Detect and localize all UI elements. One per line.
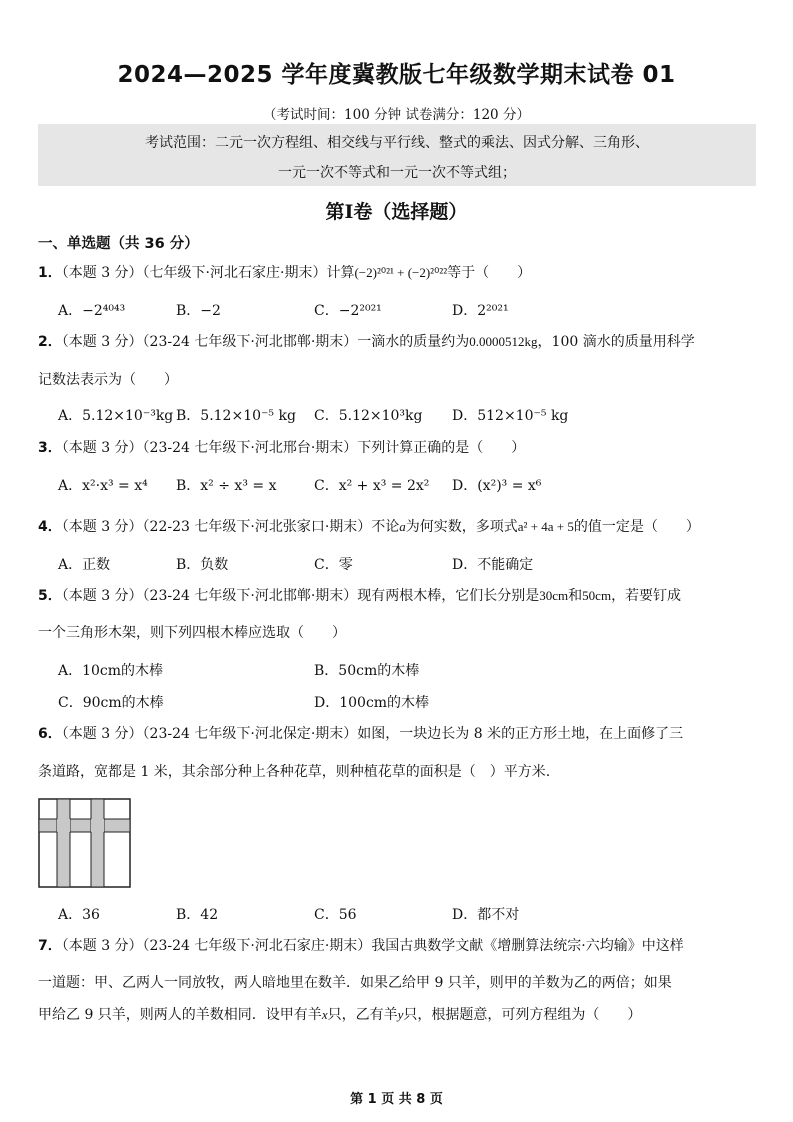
question-stem: 为何实数，多项式 <box>405 519 518 535</box>
option-a: A．10cm的木棒 <box>58 663 164 679</box>
option-a: A．x²·x³ = x⁴ <box>58 478 148 494</box>
question-stem: ，100 滴水的质量用科学 <box>537 334 695 350</box>
question-1 <box>38 262 531 282</box>
option-b: B．x² ÷ x³ = x <box>176 478 277 494</box>
option-b: B．50cm的木棒 <box>314 663 420 679</box>
question-stem: （本题 3 分）（23-24 七年级下·河北邯郸·期末）一滴水的质量约为 <box>61 334 470 350</box>
scope-line-1: 考试范围：二元一次方程组、相交线与平行线、整式的乘法、因式分解、三角形、 <box>145 135 649 151</box>
question-stem: （本题 3 分）（23-24 七年级下·河北石家庄·期末）我国古典数学文献《增删算法统宗·六均输》中这样 <box>61 938 684 954</box>
option-a: A．5.12×10⁻³kg <box>58 408 174 424</box>
question-number: 5． <box>38 588 62 604</box>
question-number: 3． <box>38 440 62 456</box>
question-stem: ，若要钉成 <box>611 588 682 604</box>
option-c: C．−2²⁰²¹ <box>314 303 382 319</box>
option-c: C．5.12×10³kg <box>314 408 423 424</box>
question-stem: 只，乙有羊 <box>327 1007 398 1023</box>
math-expression: 0.0000512kg <box>469 334 538 349</box>
question-number: 2． <box>38 334 62 350</box>
question-2 <box>38 331 695 351</box>
math-expression: (−2)²⁰²¹ + (−2)²⁰²² <box>354 265 448 280</box>
option-d: D．(x²)³ = x⁶ <box>452 478 542 494</box>
section-title: 一、单选题（共 36 分） <box>38 236 199 252</box>
question-stem: （本题 3 分）（23-24 七年级下·河北邢台·期末）下列计算正确的是（ ） <box>61 440 526 456</box>
question-number: 7． <box>38 938 62 954</box>
math-variable: x <box>321 1007 328 1022</box>
option-b: B．5.12×10⁻⁵ kg <box>176 408 296 424</box>
road-crossing <box>57 819 70 832</box>
option-d: D．512×10⁻⁵ kg <box>452 408 569 424</box>
option-c: C．零 <box>314 557 353 573</box>
exam-subtitle: （考试时间：100 分钟 试卷满分：120 分） <box>263 107 530 123</box>
option-c: C．90cm的木棒 <box>58 695 164 711</box>
option-d: D．不能确定 <box>452 557 534 573</box>
option-a: A．−2⁴⁰⁴³ <box>58 303 126 319</box>
question-3 <box>38 437 525 457</box>
option-c: C．56 <box>314 907 357 923</box>
question-stem: 只，根据题意，可列方程组为（ ） <box>403 1007 642 1023</box>
question-4 <box>38 516 700 536</box>
question-7-cont-2 <box>38 1004 641 1024</box>
question-stem: 的值一定是（ ） <box>573 519 700 535</box>
option-b: B．−2 <box>176 303 221 319</box>
math-variable: y <box>397 1007 404 1022</box>
scope-line-2: 一元一次不等式和一元一次不等式组； <box>278 165 516 181</box>
exam-scope-box <box>38 124 756 186</box>
question-stem: （本题 3 分）（23-24 七年级下·河北邯郸·期末）现有两根木棒，它们长分别是 <box>61 588 540 604</box>
question-number: 4． <box>38 519 62 535</box>
option-b: B．负数 <box>176 557 229 573</box>
land-square <box>39 799 130 887</box>
vertical-road-right <box>91 799 104 887</box>
question-stem: 和 <box>568 588 583 604</box>
question-7 <box>38 935 684 955</box>
option-b: B．42 <box>176 907 219 923</box>
part-title: 第Ⅰ卷（选择题） <box>325 201 468 223</box>
option-d: D．2²⁰²¹ <box>452 303 509 319</box>
question-2-cont: 记数法表示为（ ） <box>38 372 178 388</box>
option-a: A．正数 <box>58 557 111 573</box>
question-stem: 等于（ ） <box>447 265 532 281</box>
square-land-figure <box>38 798 132 889</box>
road-crossing <box>91 819 104 832</box>
option-c: C．x² + x³ = 2x² <box>314 478 430 494</box>
length-value: 50cm <box>582 588 612 603</box>
question-7-cont: 一道题：甲、乙两人一同放牧，两人暗地里在数羊．如果乙给甲 9 只羊，则甲的羊数为乙的两倍；如果 <box>38 975 672 991</box>
option-a: A．36 <box>58 907 100 923</box>
question-6 <box>38 723 683 743</box>
question-6-cont: 条道路，宽都是 1 米，其余部分种上各种花草，则种植花草的面积是（ ）平方米. <box>38 764 551 780</box>
question-5 <box>38 585 681 605</box>
question-stem: （本题 3 分）（七年级下·河北石家庄·期末）计算 <box>61 265 355 281</box>
question-number: 6． <box>38 726 62 742</box>
vertical-road-left <box>57 799 70 887</box>
exam-title: 2024—2025 学年度冀教版七年级数学期末试卷 01 <box>117 62 676 88</box>
math-variable: a <box>399 519 406 534</box>
math-expression: a² + 4a + 5 <box>517 519 574 534</box>
question-number: 1． <box>38 265 62 281</box>
question-stem: （本题 3 分）（22-23 七年级下·河北张家口·期末）不论 <box>61 519 400 535</box>
horizontal-road <box>39 819 130 832</box>
length-value: 30cm <box>539 588 569 603</box>
option-d: D．100cm的木棒 <box>314 695 430 711</box>
page-footer: 第 1 页 共 8 页 <box>350 1092 443 1107</box>
question-stem: （本题 3 分）（23-24 七年级下·河北保定·期末）如图，一块边长为 8 米的正方形土地，在上面修了三 <box>61 726 684 742</box>
question-5-cont: 一个三角形木架，则下列四根木棒应选取（ ） <box>38 625 346 641</box>
option-d: D．都不对 <box>452 907 520 923</box>
question-stem: 甲给乙 9 只羊，则两人的羊数相同．设甲有羊 <box>38 1007 322 1023</box>
